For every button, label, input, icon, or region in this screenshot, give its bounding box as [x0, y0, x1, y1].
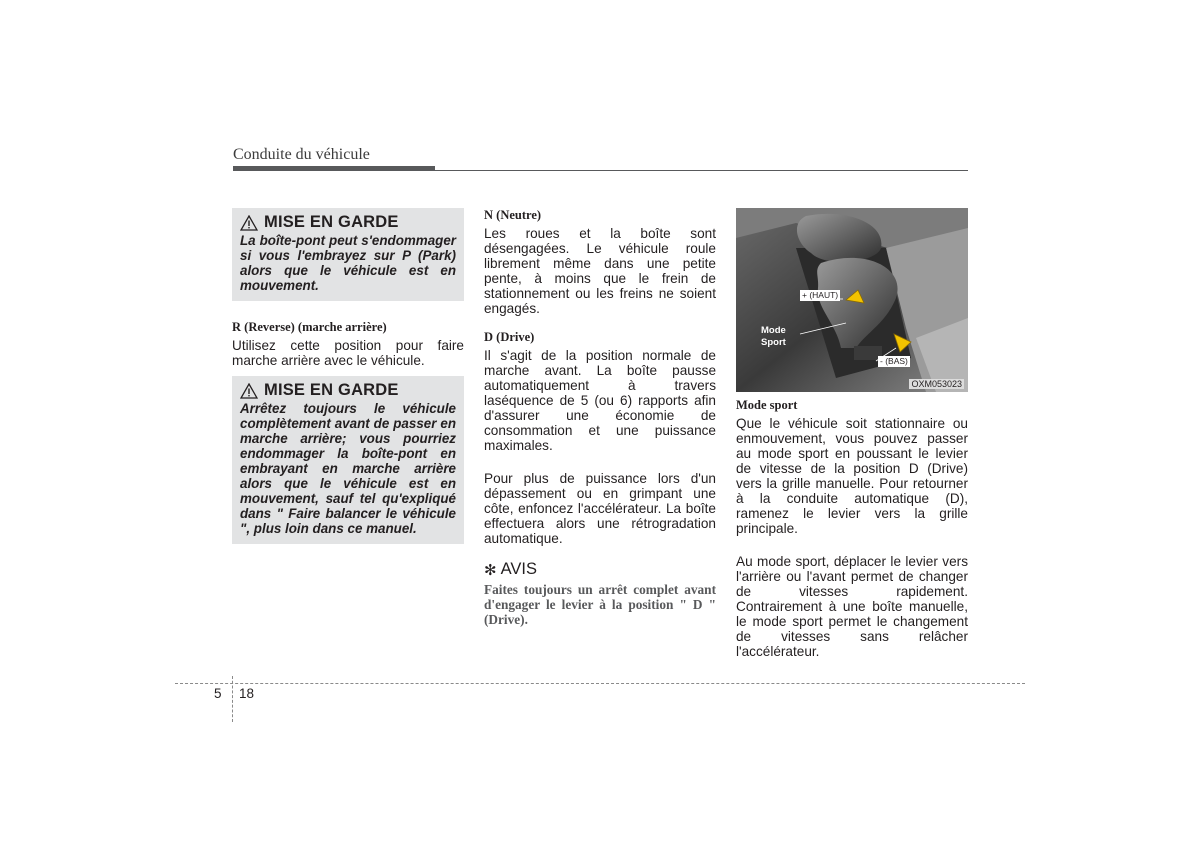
asterisk-icon: ✻: [484, 561, 497, 579]
footer-divider: [232, 676, 233, 722]
figure-label-mode-line1: Mode: [761, 325, 786, 336]
neutral-heading: N (Neutre): [484, 208, 542, 222]
figure-label-down: - (BAS): [880, 356, 908, 366]
column-middle: [484, 208, 716, 627]
gear-shifter-illustration: [736, 208, 968, 392]
warning-triangle-icon: [240, 215, 258, 231]
warning-box: [232, 208, 464, 301]
figure-label-mode: [761, 325, 786, 349]
sport-text-2: Au mode sport, déplacer le levier vers l'arrière ou l'avant permet de changer de vitesses rapidement. Contrairement à une boîte manuelle, le mode sport permet le changement de vitesses sans relâcher l'accélérateur.: [736, 554, 968, 659]
chapter-number: 5: [214, 686, 222, 701]
neutral-text: Les roues et la boîte sont désengagées. Le véhicule roule librement même dans une petite pente, à moins que le frein de stationnement ou les freins ne soient engagés.: [484, 226, 716, 316]
warning-header: [240, 213, 456, 232]
warning-text: Arrêtez toujours le véhicule complètement avant de passer en marche arrière; vous pourriez endommager la boîte-pont en embrayant en marche arrière alors que le véhicule est en mouvement, sauf tel qu'expliqué dans " Faire balancer le véhicule ", plus loin dans ce manuel.: [240, 401, 456, 536]
power-text: Pour plus de puissance lors d'un dépassement ou en grimpant une côte, enfoncez l'accélérateur. La boîte effectuera alors une rétrogradation automatique.: [484, 471, 716, 546]
avis-text: Faites toujours un arrêt complet avant d'engager le levier à la position " D " (Drive).: [484, 582, 716, 627]
column-left: [232, 208, 464, 552]
figure-code: OXM053023: [911, 379, 962, 389]
gear-shifter-figure: [736, 208, 968, 392]
avis-title: AVIS: [500, 560, 537, 578]
warning-box: [232, 376, 464, 544]
warning-header: [240, 381, 456, 400]
figure-label-up: + (HAUT): [802, 290, 839, 300]
warning-title: MISE EN GARDE: [264, 381, 399, 399]
sport-text-1: Que le véhicule soit stationnaire ou enmouvement, vous pouvez passer au mode sport en poussant le levier de vitesse de la position D (Drive) vers la grille manuelle. Pour retourner à la conduite automatique (D), ramenez le levier vers la grille principale.: [736, 416, 968, 536]
drive-text: Il s'agit de la position normale de marche avant. La boîte pausse automatiquement à travers laséquence de 5 (ou 6) rapports afin d'assurer une économie de consommation et une puissance maximales.: [484, 348, 716, 453]
avis-heading: [484, 560, 716, 579]
warning-text: La boîte-pont peut s'endommager si vous l'embrayez sur P (Park) alors que le véhicule est en mouvement.: [240, 233, 456, 293]
figure-label-mode-line2: Sport: [761, 337, 786, 348]
reverse-heading: R (Reverse) (marche arrière): [232, 320, 387, 334]
sport-heading: Mode sport: [736, 398, 798, 412]
header-bar: [233, 166, 435, 171]
footer-rule: [175, 683, 1025, 684]
drive-heading: D (Drive): [484, 330, 535, 344]
reverse-text: Utilisez cette position pour faire marche arrière avec le véhicule.: [232, 338, 464, 368]
header-rule: [435, 170, 968, 171]
column-right: [736, 208, 968, 659]
warning-triangle-icon: [240, 383, 258, 399]
page-header-title: Conduite du véhicule: [233, 146, 370, 163]
warning-title: MISE EN GARDE: [264, 213, 399, 231]
page-number: 18: [239, 686, 255, 701]
